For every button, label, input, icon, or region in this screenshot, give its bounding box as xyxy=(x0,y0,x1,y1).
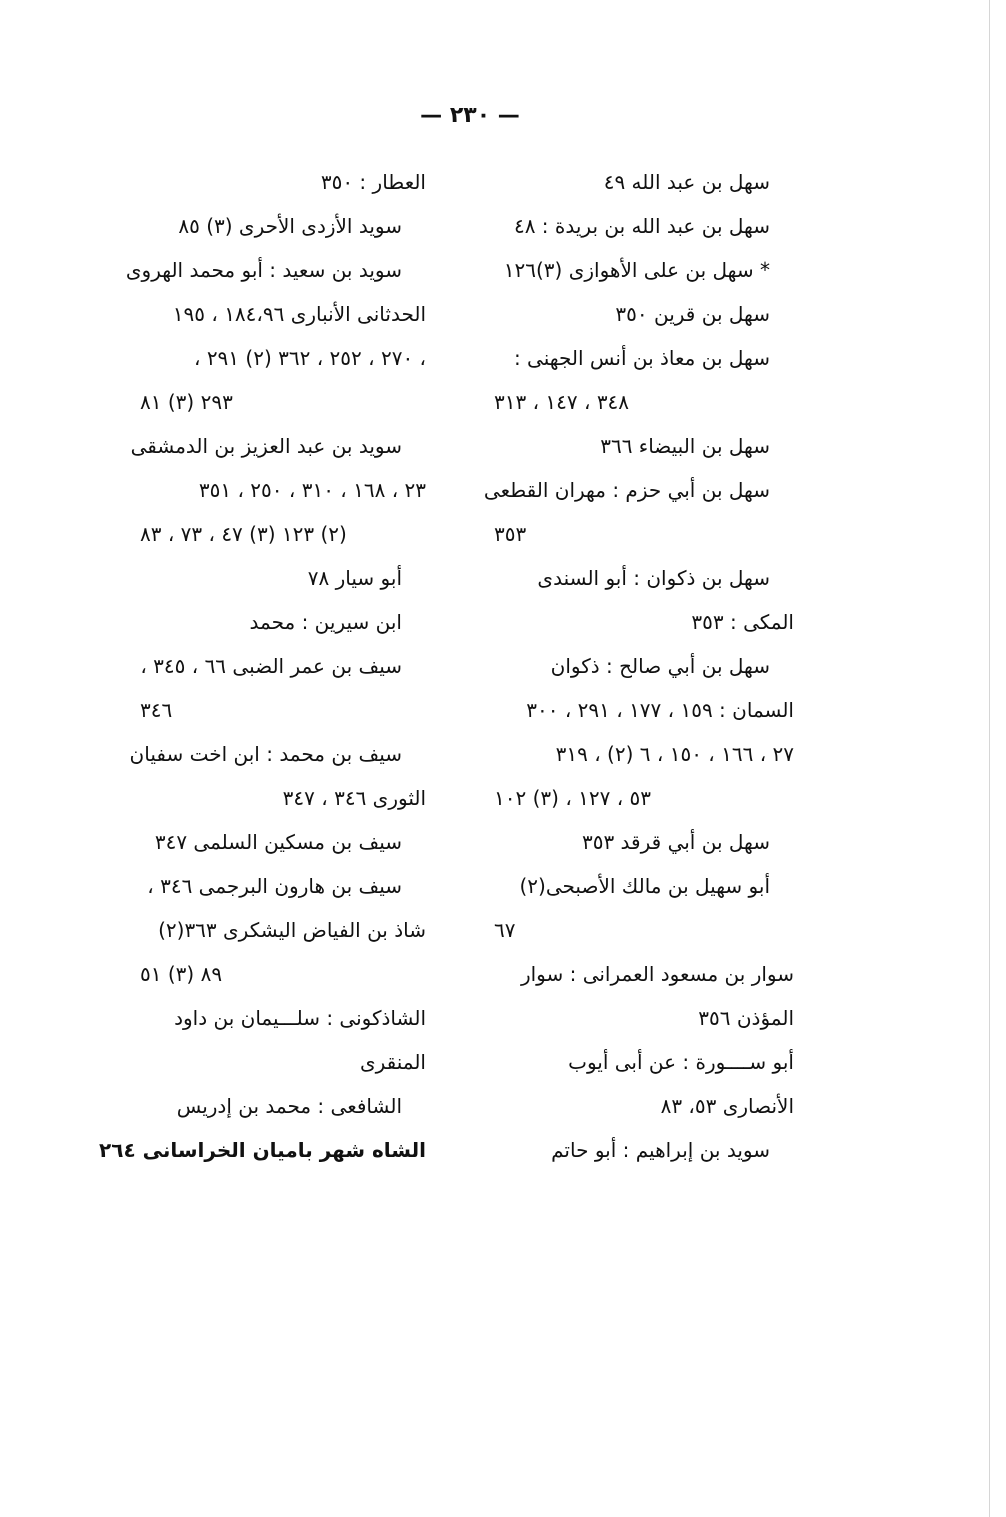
index-entry-line: سوار بن مسعود العمرانى : سوار xyxy=(520,962,794,986)
index-entry-line: ابن سيرين : محمد xyxy=(249,610,402,634)
index-entry-line: الحدثانى الأنبارى ١٨٤،٩٦ ، ١٩٥ xyxy=(172,302,426,326)
index-entry-line: سهل بن أبي صالح : ذكوان xyxy=(550,654,770,678)
index-entry-line: العطار : ٣٥٠ xyxy=(320,170,426,194)
index-entry-line: أبو سيار ٧٨ xyxy=(307,566,402,590)
index-entry-line: ٣٤٦ xyxy=(140,698,173,722)
index-entry-line: سويد بن سعيد : أبو محمد الهروى xyxy=(125,258,402,282)
index-entry-line: سهل بن أبي حزم : مهران القطعى xyxy=(483,478,770,502)
left-column xyxy=(99,160,426,1172)
index-entry-line: ٢٧ ، ١٦٦ ، ١٥٠ ، ٦ (٢) ، ٣١٩ xyxy=(555,742,794,766)
index-entry-line: سهل بن قرين ٣٥٠ xyxy=(615,302,770,326)
index-entry-line: شاذ بن الفياض اليشكرى ٣٦٣(٢) xyxy=(158,918,426,942)
index-entry-line: سويد بن عبد العزيز بن الدمشقى xyxy=(130,434,402,458)
index-entry-line: ٣٥٣ xyxy=(494,522,527,546)
index-entry-line: المؤذن ٣٥٦ xyxy=(698,1006,794,1030)
index-entry-line: سهل بن أبي قرقد ٣٥٣ xyxy=(581,830,770,854)
index-entry-line: * سهل بن على الأهوازى (٣)١٢٦ xyxy=(503,258,770,282)
index-entry-line: الأنصارى ٥٣، ٨٣ xyxy=(660,1094,794,1118)
index-entry-line: (٢) ١٢٣ (٣) ٤٧ ، ٧٣ ، ٨٣ xyxy=(140,522,347,546)
index-entry-line: سيف بن عمر الضبى ٦٦ ، ٣٤٥ ، xyxy=(140,654,402,678)
index-entry-line: سهل بن عبد الله بن بريدة : ٤٨ xyxy=(513,214,770,238)
index-entry-line: سهل بن البيضاء ٣٦٦ xyxy=(600,434,770,458)
index-entry-line: سويد بن إبراهيم : أبو حاتم xyxy=(551,1138,770,1162)
index-entry-line: الثورى ٣٤٦ ، ٣٤٧ xyxy=(282,786,426,810)
index-entry-line: ٢٣ ، ١٦٨ ، ٣١٠ ، ٢٥٠ ، ٣٥١ xyxy=(198,478,426,502)
index-entry-line: المكى : ٣٥٣ xyxy=(691,610,794,634)
index-entry-line: المنقرى xyxy=(359,1050,426,1074)
index-entry-line: ٢٩٣ (٣) ٨١ xyxy=(140,390,233,414)
index-entry-line: سيف بن محمد : ابن اخت سفيان xyxy=(129,742,402,766)
index-entry-line: الشاذكونى : سلـــيمان بن داود xyxy=(174,1006,426,1030)
index-entry-line: ، ٢٧٠ ، ٢٥٢ ، ٣٦٢ (٢) ٢٩١ ، xyxy=(194,346,426,370)
index-entry-line: سيف بن مسكين السلمى ٣٤٧ xyxy=(154,830,402,854)
index-entry-line: سهل بن ذكوان : أبو السندى xyxy=(537,566,770,590)
index-entry-line: سهل بن عبد الله ٤٩ xyxy=(603,170,770,194)
index-entry-line: السمان : ١٥٩ ، ١٧٧ ، ٢٩١ ، ٣٠٠ xyxy=(526,698,794,722)
index-entry-line: ٥٣ ، ١٢٧ ، (٣) ١٠٢ xyxy=(494,786,652,810)
index-entry-line: سيف بن هارون البرجمى ٣٤٦ ، xyxy=(147,874,402,898)
index-entry-line: أبو سهيل بن مالك الأصبحى(٢) xyxy=(519,874,770,898)
index-entry-line: أبو ســــورة : عن أبى أيوب xyxy=(568,1050,794,1074)
scan-edge-line xyxy=(989,0,990,1517)
index-entry-line: سهل بن معاذ بن أنس الجهنى : xyxy=(513,346,770,370)
index-entry-line: الشاه شهر باميان الخراسانى ٢٦٤ xyxy=(99,1138,426,1162)
index-entry-line: ٦٧ xyxy=(494,918,516,942)
right-column xyxy=(483,160,794,1172)
index-entry-line: ٨٩ (٣) ٥١ xyxy=(140,962,223,986)
page-number: — ٢٣٠ — xyxy=(420,103,520,128)
index-entry-line: الشافعى : محمد بن إدريس xyxy=(176,1094,402,1118)
index-entry-line: سويد الأزدى الأحرى (٣) ٨٥ xyxy=(178,214,402,238)
index-entry-line: ٣٤٨ ، ١٤٧ ، ٣١٣ xyxy=(494,390,630,414)
